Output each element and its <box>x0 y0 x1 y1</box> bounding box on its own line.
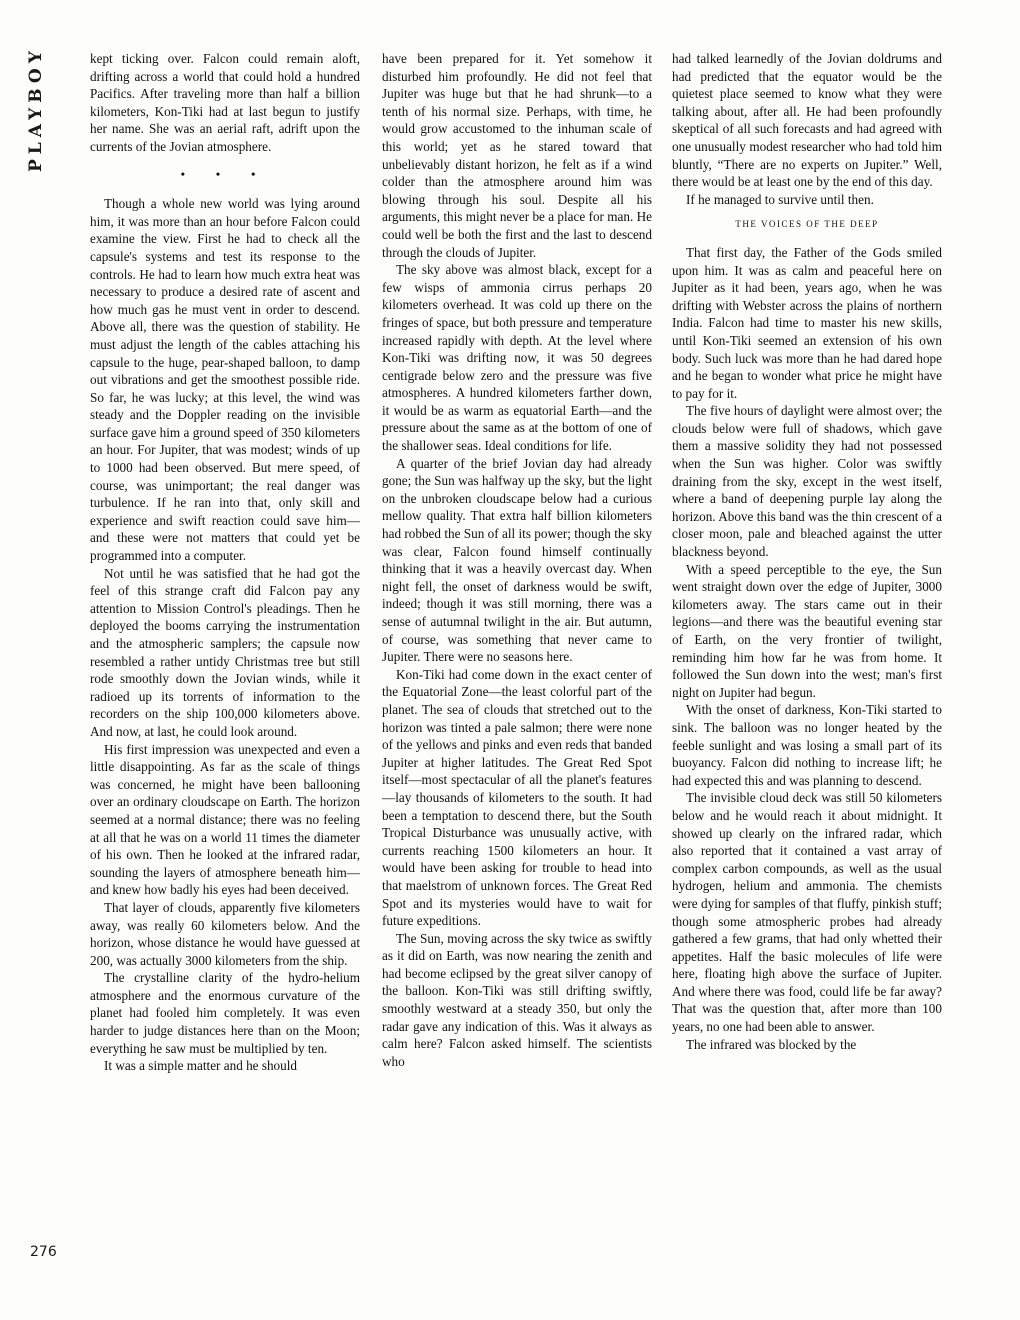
paragraph: If he managed to survive until then. <box>686 191 874 207</box>
magazine-name: PLAYBOY <box>26 46 46 172</box>
section-subhead: THE VOICES OF THE DEEP <box>735 219 879 230</box>
paragraph: The infrared was blocked by the <box>686 1036 857 1052</box>
page-number: 276 <box>30 1244 57 1260</box>
column-2 <box>382 50 652 1070</box>
paragraph: The five hours of daylight were almost over; the clouds below were full of shadows, which gave them a massive solidity they had not possessed when the Sun was higher. Color was swiftly draining from the sky, except in the west itself, where a band of deepening purple lay along the horizon. Above this band was the thin crescent of a closer moon, pale and bleached against the utter blackness beyond. <box>672 403 942 560</box>
paragraph: The Sun, moving across the sky twice as swiftly as it did on Earth, was now nearing the zenith and had become eclipsed by the great silver canopy of the balloon. Kon-Tiki was still drifting swiftly, smoothly westward at a steady 350, but only the radar gave any indication of this. Was it always as calm here? Falcon asked himself. The scientists who <box>382 930 652 1069</box>
column-1 <box>90 50 360 1075</box>
paragraph: Kon-Tiki had come down in the exact center of the Equatorial Zone—the least colorful part of the planet. The sea of clouds that stretched out to the horizon was tinted a pale salmon; there were none of the yellows and pinks and even reds that banded Jupiter at higher latitudes. The Great Red Spot itself—most spectacular of all the planet's features—lay thousands of kilometers to the south. It had been a temptation to descend there, but the South Tropical Disturbance was unusually active, with currents reaching 1500 kilometers an hour. It would have been asking for trouble to head into that maelstrom of unknown forces. The Great Red Spot and its mysteries would have to wait for future expeditions. <box>382 666 652 929</box>
paragraph: His first impression was unexpected and even a little disappointing. As far as the scale of things was concerned, he might have been ballooning over an ordinary cloudscape on Earth. The horizon seemed at a normal distance; there was no feeling at all that he was on a world 11 times the diameter of his own. Then he looked at the infrared radar, sounding the layers of atmosphere beneath him—and knew how badly his eyes had been deceived. <box>90 741 360 898</box>
paragraph: The crystalline clarity of the hydro-helium atmosphere and the enormous curvature of the planet had fooled him completely. It was even harder to judge distances here than on the Moon; everything he saw must be multiplied by ten. <box>90 970 360 1056</box>
paragraph: kept ticking over. Falcon could remain aloft, drifting across a world that could hold a hundred Pacifics. After traveling more than half a billion kilometers, Kon-Tiki had at last begun to justify her name. She was an aerial raft, adrift upon the currents of the Jovian atmosphere. <box>90 51 360 154</box>
paragraph: It was a simple matter and he should <box>104 1058 298 1074</box>
column-3 <box>672 50 942 1053</box>
paragraph: That layer of clouds, apparently five kilometers away, was really 60 kilometers below. And the horizon, whose distance he would have guessed at 200, was actually 3000 kilometers from the ship. <box>90 899 360 968</box>
paragraph: Not until he was satisfied that he had got the feel of this strange craft did Falcon pay any attention to Mission Control's pleadings. Then he deployed the booms carrying the instrumentation and the atmospheric samplers; the capsule now resembled a rather untidy Christmas tree but still rode smoothly down the Jovian winds, while it radioed up its torrents of information to the recorders on the ship 100,000 kilometers above. And now, at last, he could look around. <box>90 565 360 739</box>
paragraph: have been prepared for it. Yet somehow it disturbed him profoundly. He did not feel that Jupiter was huge but that he had shrunk—to a tenth of his normal size. Perhaps, with time, he would grow accustomed to the inhuman scale of this world; yet as he stared toward that unbelievably distant horizon, he felt as if a wind colder than the atmosphere around him was blowing through his soul. Despite all his arguments, this might never be a place for man. He could well be both the first and the last to descend through the clouds of Jupiter. <box>382 51 652 260</box>
paragraph: The invisible cloud deck was still 50 kilometers below and he would reach it about midnight. It showed up clearly on the infrared radar, which also reported that it contained a vast array of complex carbon compounds, as well as the usual hydrogen, helium and ammonia. The chemists were dying for samples of that fluffy, pinkish stuff; though some atmospheric probes had already gathered a few grams, that had only whetted their appetites. Half the basic molecules of life were here, floating high above the surface of Jupiter. And where there was food, could life be far away? That was the question that, after more than 100 years, no one had been able to answer. <box>672 790 942 1035</box>
paragraph: That first day, the Father of the Gods smiled upon him. It was as calm and peaceful here on Jupiter as it had been, years ago, when he was drifting with Webster across the plains of northern India. Falcon had time to master his new skills, until Kon-Tiki seemed an extension of his own body. Such luck was more than he had dared hope and he began to wonder what price he might have to pay for it. <box>672 244 942 401</box>
paragraph: Though a whole new world was lying around him, it was more than an hour before Falcon could examine the view. First he had to check all the capsule's systems and test its response to the controls. He had to learn how much extra heat was necessary to produce a desired rate of ascent and how much gas he must vent in order to descend. Above all, there was the question of stability. He must adjust the length of the cables attaching his capsule to the huge, pear-shaped balloon, to damp out vibrations and get the smoothest possible ride. So far, he was lucky; at this level, the wind was steady and the Doppler reading on the invisible surface gave him a ground speed of 350 kilometers an hour. For Jupiter, that was modest; winds of up to 1000 had been observed. But mere speed, of course, was unimportant; the real danger was turbulence. If he ran into that, only skill and experience and swift reaction could save him—and these were not matters that could yet be programmed into a computer. <box>90 196 360 564</box>
paragraph: had talked learnedly of the Jovian doldrums and had predicted that the equator would be the quietest place seemed to know what they were talking about, after all. He had been profoundly skeptical of all such forecasts and had agreed with one unusually modest researcher who had told him bluntly, “There are no experts on Jupiter.” Well, there would be at least one by the end of this day. <box>672 51 942 190</box>
paragraph: With the onset of darkness, Kon-Tiki started to sink. The balloon was no longer heated by the feeble sunlight and was losing a small part of its buoyancy. Falcon did nothing to increase lift; he had expected this and was planning to descend. <box>672 702 942 788</box>
paragraph: With a speed perceptible to the eye, the Sun went straight down over the edge of Jupiter, 3000 kilometers away. The stars came out in their legions—and there was the beautiful evening star of Earth, on the very frontier of twilight, reminding him how far he was from home. It followed the Sun down into the west; man's first night on Jupiter had begun. <box>672 561 942 700</box>
section-break: • • • <box>180 166 270 181</box>
paragraph: A quarter of the brief Jovian day had already gone; the Sun was halfway up the sky, but the light on the unbroken cloudscape below had a curious mellow quality. That extra half billion kilometers had robbed the Sun of all its power; though the sky was clear, Falcon found himself continually thinking that it was a heavily overcast day. When night fell, the onset of darkness would be swift, indeed; though it was still morning, there was a sense of autumnal twilight in the air. But autumn, of course, was something that never came to Jupiter. There were no seasons here. <box>382 455 652 665</box>
paragraph: The sky above was almost black, except for a few wisps of ammonia cirrus perhaps 20 kilometers overhead. It was cold up there on the fringes of space, but both pressure and temperature increased rapidly with depth. At the level where Kon-Tiki was drifting now, it was 50 degrees centigrade below zero and the pressure was five atmospheres. A hundred kilometers farther down, it would be as warm as equatorial Earth—and the pressure about the same as at the bottom of one of the shallower seas. Ideal conditions for life. <box>382 262 652 454</box>
